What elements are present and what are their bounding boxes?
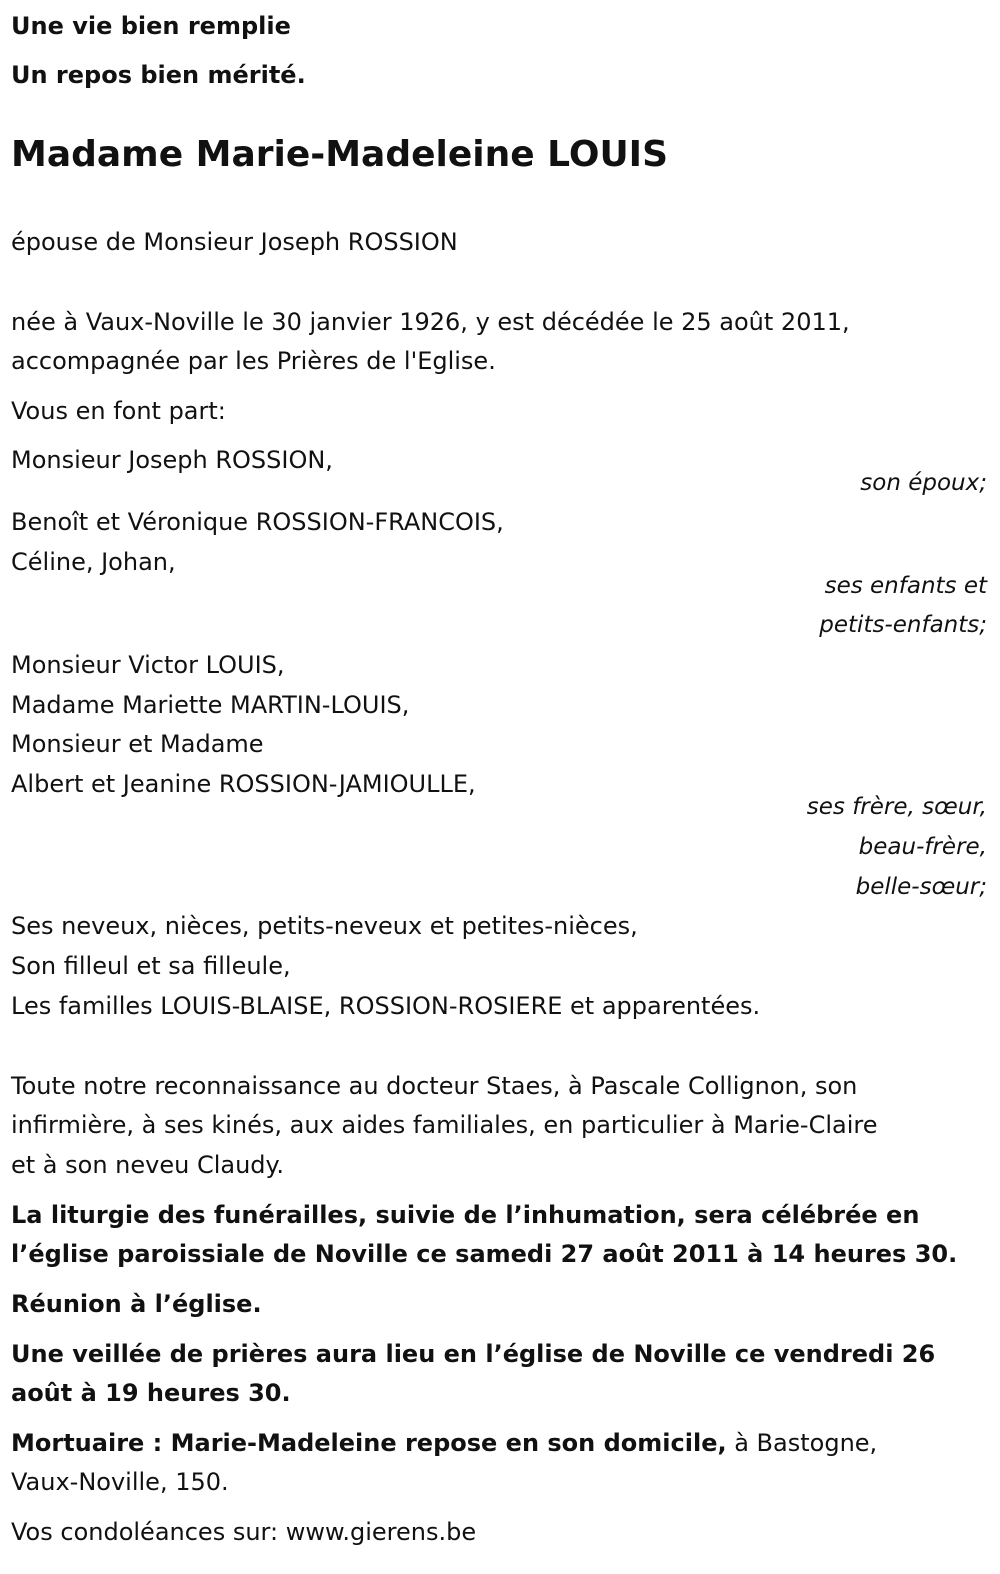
thanks-line-1: Toute notre reconnaissance au docteur Staes, à Pascale Collignon, son — [11, 1072, 858, 1100]
birth-death-line-2: accompagnée par les Prières de l'Eglise. — [11, 347, 496, 375]
relation-label: son époux; — [860, 470, 987, 496]
birth-death-line-1: née à Vaux-Noville le 30 janvier 1926, y est décédée le 25 août 2011, — [11, 308, 850, 336]
vigil-line-2: août à 19 heures 30. — [11, 1379, 291, 1407]
announcement-intro: Vous en font part: — [11, 397, 226, 425]
family-name: Monsieur Victor LOUIS, — [11, 651, 285, 679]
mortuary-line-1 — [11, 1423, 877, 1463]
relation-label: petits-enfants; — [819, 612, 987, 638]
others-line-3: Les familles LOUIS-BLAISE, ROSSION-ROSIERE et apparentées. — [11, 992, 761, 1020]
meeting-line: Réunion à l’église. — [11, 1290, 262, 1318]
relation-label: beau-frère, — [858, 834, 987, 860]
others-line-2: Son filleul et sa filleule, — [11, 952, 291, 980]
thanks-line-3: et à son neveu Claudy. — [11, 1151, 284, 1179]
family-name: Monsieur et Madame — [11, 730, 264, 758]
mortuary-bold: Mortuaire : Marie-Madeleine repose en son domicile, — [11, 1429, 727, 1457]
thanks-line-2: infirmière, à ses kinés, aux aides familiales, en particulier à Marie-Claire — [11, 1111, 878, 1139]
spouse-line: épouse de Monsieur Joseph ROSSION — [11, 228, 458, 256]
mortuary-location: à Bastogne, — [726, 1429, 878, 1457]
liturgy-line-1: La liturgie des funérailles, suivie de l’inhumation, sera célébrée en — [11, 1201, 920, 1229]
relation-label: ses enfants et — [824, 573, 987, 599]
relation-label: belle-sœur; — [855, 874, 987, 900]
motto-line-1: Une vie bien remplie — [11, 12, 291, 40]
others-line-1: Ses neveux, nièces, petits-neveux et petites-nièces, — [11, 912, 638, 940]
vigil-line-1: Une veillée de prières aura lieu en l’église de Noville ce vendredi 26 — [11, 1340, 936, 1368]
family-name: Albert et Jeanine ROSSION-JAMIOULLE, — [11, 770, 476, 798]
condolences-line: Vos condoléances sur: www.gierens.be — [11, 1518, 477, 1546]
deceased-name: Madame Marie-Madeleine LOUIS — [11, 134, 668, 175]
family-name: Monsieur Joseph ROSSION, — [11, 446, 333, 474]
liturgy-line-2: l’église paroissiale de Noville ce samedi 27 août 2011 à 14 heures 30. — [11, 1240, 958, 1268]
mortuary-line-2: Vaux-Noville, 150. — [11, 1468, 229, 1496]
family-name: Céline, Johan, — [11, 548, 176, 576]
motto-line-2: Un repos bien mérité. — [11, 61, 306, 89]
family-name: Benoît et Véronique ROSSION-FRANCOIS, — [11, 508, 504, 536]
family-name: Madame Mariette MARTIN-LOUIS, — [11, 691, 410, 719]
relation-label: ses frère, sœur, — [806, 794, 987, 820]
